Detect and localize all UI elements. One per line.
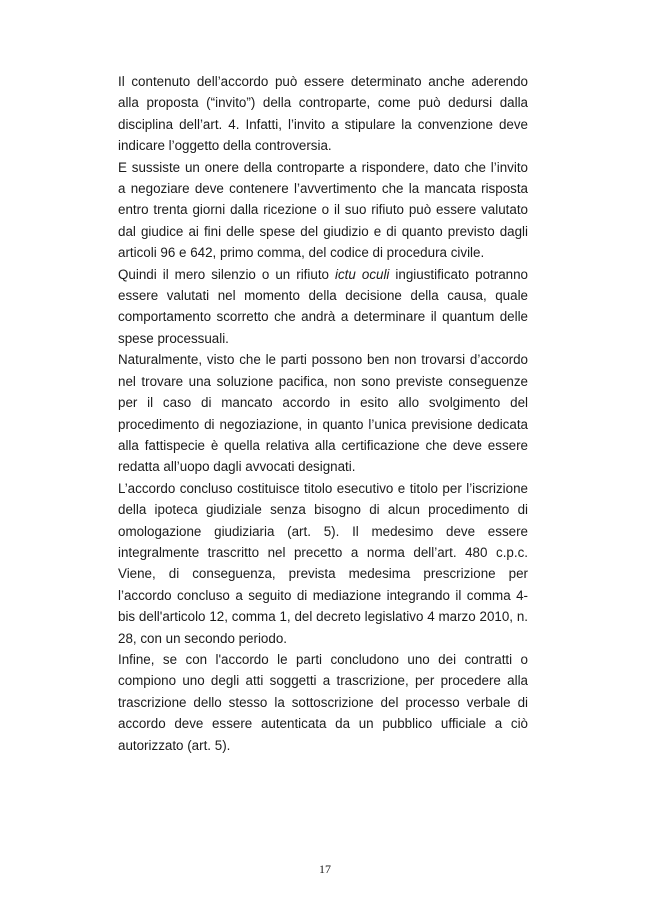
document-body [118,71,528,756]
paragraph-silenzio-rifiuto [118,264,528,350]
paragraph-trascrizione: Infine, se con l'accordo le parti concludono uno dei contratti o compiono uno degli atti soggetti a trascrizione, per procedere alla trascrizione dello stesso la sottoscrizione del processo verbale di accordo deve essere autenticata da un pubblico ufficiale a ciò autorizzato (art. 5). [118,651,528,753]
paragraph-silenzio-text-before: Quindi il mero silenzio o un rifiuto [118,266,336,282]
paragraph-accordo-contenuto: Il contenuto dell’accordo può essere determinato anche aderendo alla proposta (“invito”) della controparte, come può dedursi dalla disciplina dell’art. 4. Infatti, l’invito a stipulare la convenzione deve indicare l’oggetto della controversia. [118,74,528,154]
paragraph-silenzio-text-after: ingiustificato potranno essere valutati nel momento della decisione della causa, quale comportamento scorretto che andrà a determinare il quantum delle spese processuali. [118,266,529,346]
paragraph-onere-controparte: E sussiste un onere della controparte a rispondere, dato che l’invito a negoziare deve contenere l’avvertimento che la mancata risposta entro trenta giorni dalla ricezione o il suo rifiuto può essere valutato dal giudice ai fini delle spese del giudizio e di quanto previsto dagli articoli 96 e 642, primo comma, del codice di procedura civile. [118,159,528,261]
page-number: 17 [319,862,331,876]
italic-term-ictu-oculi: ictu oculi [335,266,390,282]
paragraph-mancato-accordo: Naturalmente, visto che le parti possono ben non trovarsi d’accordo nel trovare una soluzione pacifica, non sono previste conseguenze per il caso di mancato accordo in esito allo svolgimento del procedimento di negoziazione, in quanto l’unica previsione dedicata alla fattispecie è quella relativa alla certificazione che deve essere redatta all’uopo dagli avvocati designati. [118,352,528,475]
paragraph-titolo-esecutivo: L’accordo concluso costituisce titolo esecutivo e titolo per l’iscrizione della ipoteca giudiziale senza bisogno di alcun procedimento di omologazione giudiziaria (art. 5). Il medesimo deve essere integralmente trascritto nel precetto a norma dell’art. 480 c.p.c. Viene, di conseguenza, prevista medesima prescrizione per l’accordo concluso a seguito di mediazione integrando il comma 4-bis dell'articolo 12, comma 1, del decreto legislativo 4 marzo 2010, n. 28, con un secondo periodo. [118,480,528,646]
